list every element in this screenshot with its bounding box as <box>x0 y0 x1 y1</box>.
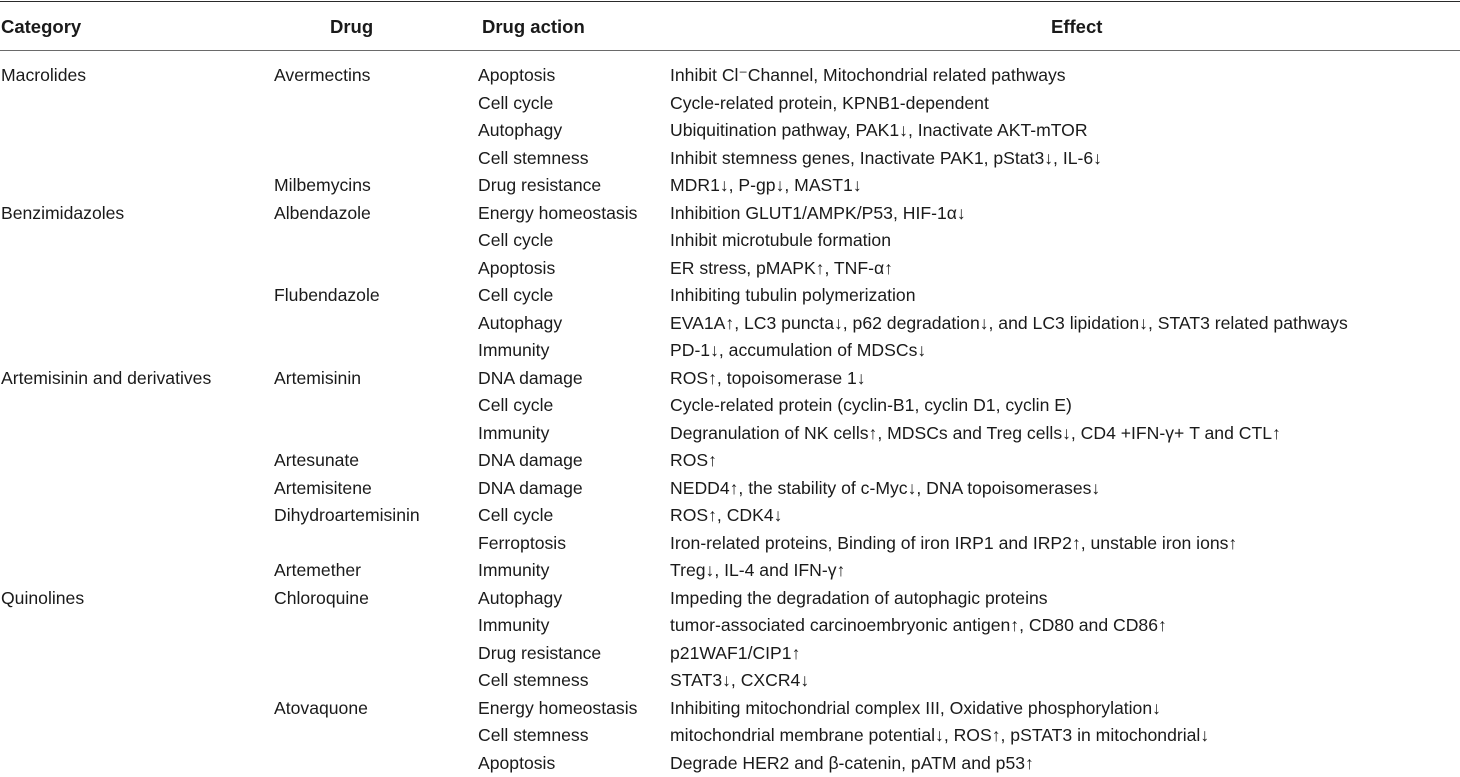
table-row <box>0 227 1460 255</box>
cell-effect: Degranulation of NK cells↑, MDSCs and Treg cells↓, CD4 +IFN-γ+ T and CTL↑ <box>670 420 1281 448</box>
table-row <box>0 255 1460 283</box>
cell-effect: Inhibiting tubulin polymerization <box>670 282 915 310</box>
table-row <box>0 667 1460 695</box>
cell-effect: Treg↓, IL-4 and IFN-γ↑ <box>670 557 845 585</box>
cell-effect: STAT3↓, CXCR4↓ <box>670 667 809 695</box>
cell-drug: Artemether <box>274 557 361 585</box>
header-drug: Drug <box>330 16 373 38</box>
cell-drug: Albendazole <box>274 200 371 228</box>
cell-effect: mitochondrial membrane potential↓, ROS↑, pSTAT3 in mitochondrial↓ <box>670 722 1209 750</box>
cell-effect: Inhibition GLUT1/AMPK/P53, HIF-1α↓ <box>670 200 966 228</box>
cell-drug: Artesunate <box>274 447 359 475</box>
cell-effect: Ubiquitination pathway, PAK1↓, Inactivate AKT-mTOR <box>670 117 1088 145</box>
cell-drug-action: Drug resistance <box>478 640 601 668</box>
cell-category: Macrolides <box>1 62 86 90</box>
table-body <box>0 62 1460 777</box>
table-row <box>0 62 1460 90</box>
table-row <box>0 612 1460 640</box>
cell-effect: Inhibit stemness genes, Inactivate PAK1, pStat3↓, IL-6↓ <box>670 145 1102 173</box>
cell-effect: Inhibit microtubule formation <box>670 227 891 255</box>
cell-drug-action: Cell stemness <box>478 722 589 750</box>
cell-category: Artemisinin and derivatives <box>1 365 211 393</box>
cell-drug: Avermectins <box>274 62 370 90</box>
table-row <box>0 282 1460 310</box>
table-row <box>0 447 1460 475</box>
header-effect: Effect <box>1051 16 1102 38</box>
cell-effect: Impeding the degradation of autophagic proteins <box>670 585 1048 613</box>
table-row <box>0 337 1460 365</box>
cell-drug: Atovaquone <box>274 695 368 723</box>
table-row <box>0 145 1460 173</box>
table-row <box>0 420 1460 448</box>
cell-drug-action: Drug resistance <box>478 172 601 200</box>
table-row <box>0 392 1460 420</box>
cell-drug-action: Apoptosis <box>478 255 555 283</box>
cell-effect: ROS↑ <box>670 447 717 475</box>
table-row <box>0 530 1460 558</box>
table-row <box>0 557 1460 585</box>
table-row <box>0 475 1460 503</box>
cell-effect: EVA1A↑, LC3 puncta↓, p62 degradation↓, and LC3 lipidation↓, STAT3 related pathways <box>670 310 1348 338</box>
cell-effect: Cycle-related protein (cyclin-B1, cyclin D1, cyclin E) <box>670 392 1072 420</box>
cell-drug-action: Cell stemness <box>478 145 589 173</box>
cell-drug-action: Energy homeostasis <box>478 695 637 723</box>
cell-effect: Inhibit Cl⁻Channel, Mitochondrial related pathways <box>670 62 1066 90</box>
cell-drug-action: Apoptosis <box>478 62 555 90</box>
cell-drug: Artemisinin <box>274 365 361 393</box>
cell-drug: Chloroquine <box>274 585 369 613</box>
cell-drug-action: Cell stemness <box>478 667 589 695</box>
cell-effect: tumor-associated carcinoembryonic antigen↑, CD80 and CD86↑ <box>670 612 1167 640</box>
header-category: Category <box>1 16 81 38</box>
cell-effect: ROS↑, CDK4↓ <box>670 502 782 530</box>
cell-drug-action: DNA damage <box>478 365 583 393</box>
table-row <box>0 502 1460 530</box>
table-row <box>0 585 1460 613</box>
table-row <box>0 310 1460 338</box>
cell-drug: Artemisitene <box>274 475 372 503</box>
cell-effect: MDR1↓, P-gp↓, MAST1↓ <box>670 172 862 200</box>
cell-effect: ROS↑, topoisomerase 1↓ <box>670 365 866 393</box>
cell-drug: Dihydroartemisinin <box>274 502 420 530</box>
cell-effect: Cycle-related protein, KPNB1-dependent <box>670 90 989 118</box>
cell-drug: Milbemycins <box>274 172 371 200</box>
cell-category: Benzimidazoles <box>1 200 124 228</box>
cell-drug-action: Immunity <box>478 557 549 585</box>
cell-effect: ER stress, pMAPK↑, TNF-α↑ <box>670 255 893 283</box>
cell-drug-action: Energy homeostasis <box>478 200 637 228</box>
table-row <box>0 722 1460 750</box>
cell-effect: NEDD4↑, the stability of c-Myc↓, DNA topoisomerases↓ <box>670 475 1100 503</box>
cell-drug-action: Cell cycle <box>478 502 553 530</box>
table-row <box>0 200 1460 228</box>
cell-drug-action: Autophagy <box>478 310 562 338</box>
cell-effect: PD-1↓, accumulation of MDSCs↓ <box>670 337 926 365</box>
cell-effect: Iron-related proteins, Binding of iron IRP1 and IRP2↑, unstable iron ions↑ <box>670 530 1237 558</box>
table-row <box>0 695 1460 723</box>
cell-drug-action: Cell cycle <box>478 227 553 255</box>
cell-drug-action: Immunity <box>478 612 549 640</box>
cell-drug-action: Cell cycle <box>478 392 553 420</box>
table-row <box>0 172 1460 200</box>
table-row <box>0 117 1460 145</box>
cell-drug-action: Apoptosis <box>478 750 555 777</box>
cell-drug-action: DNA damage <box>478 475 583 503</box>
cell-drug-action: Cell cycle <box>478 282 553 310</box>
table-row <box>0 750 1460 777</box>
cell-effect: Inhibiting mitochondrial complex III, Oxidative phosphorylation↓ <box>670 695 1161 723</box>
cell-category: Quinolines <box>1 585 84 613</box>
header-drug-action: Drug action <box>482 16 585 38</box>
cell-drug-action: DNA damage <box>478 447 583 475</box>
table-row <box>0 365 1460 393</box>
cell-effect: p21WAF1/CIP1↑ <box>670 640 800 668</box>
table-row <box>0 640 1460 668</box>
table-header-row <box>0 12 1460 42</box>
cell-drug-action: Autophagy <box>478 117 562 145</box>
table-top-rule <box>0 1 1460 2</box>
table-header-rule <box>0 50 1460 51</box>
cell-drug-action: Autophagy <box>478 585 562 613</box>
cell-drug-action: Cell cycle <box>478 90 553 118</box>
table-row <box>0 90 1460 118</box>
cell-drug-action: Ferroptosis <box>478 530 566 558</box>
cell-effect: Degrade HER2 and β-catenin, pATM and p53↑ <box>670 750 1034 777</box>
cell-drug-action: Immunity <box>478 337 549 365</box>
cell-drug-action: Immunity <box>478 420 549 448</box>
cell-drug: Flubendazole <box>274 282 380 310</box>
